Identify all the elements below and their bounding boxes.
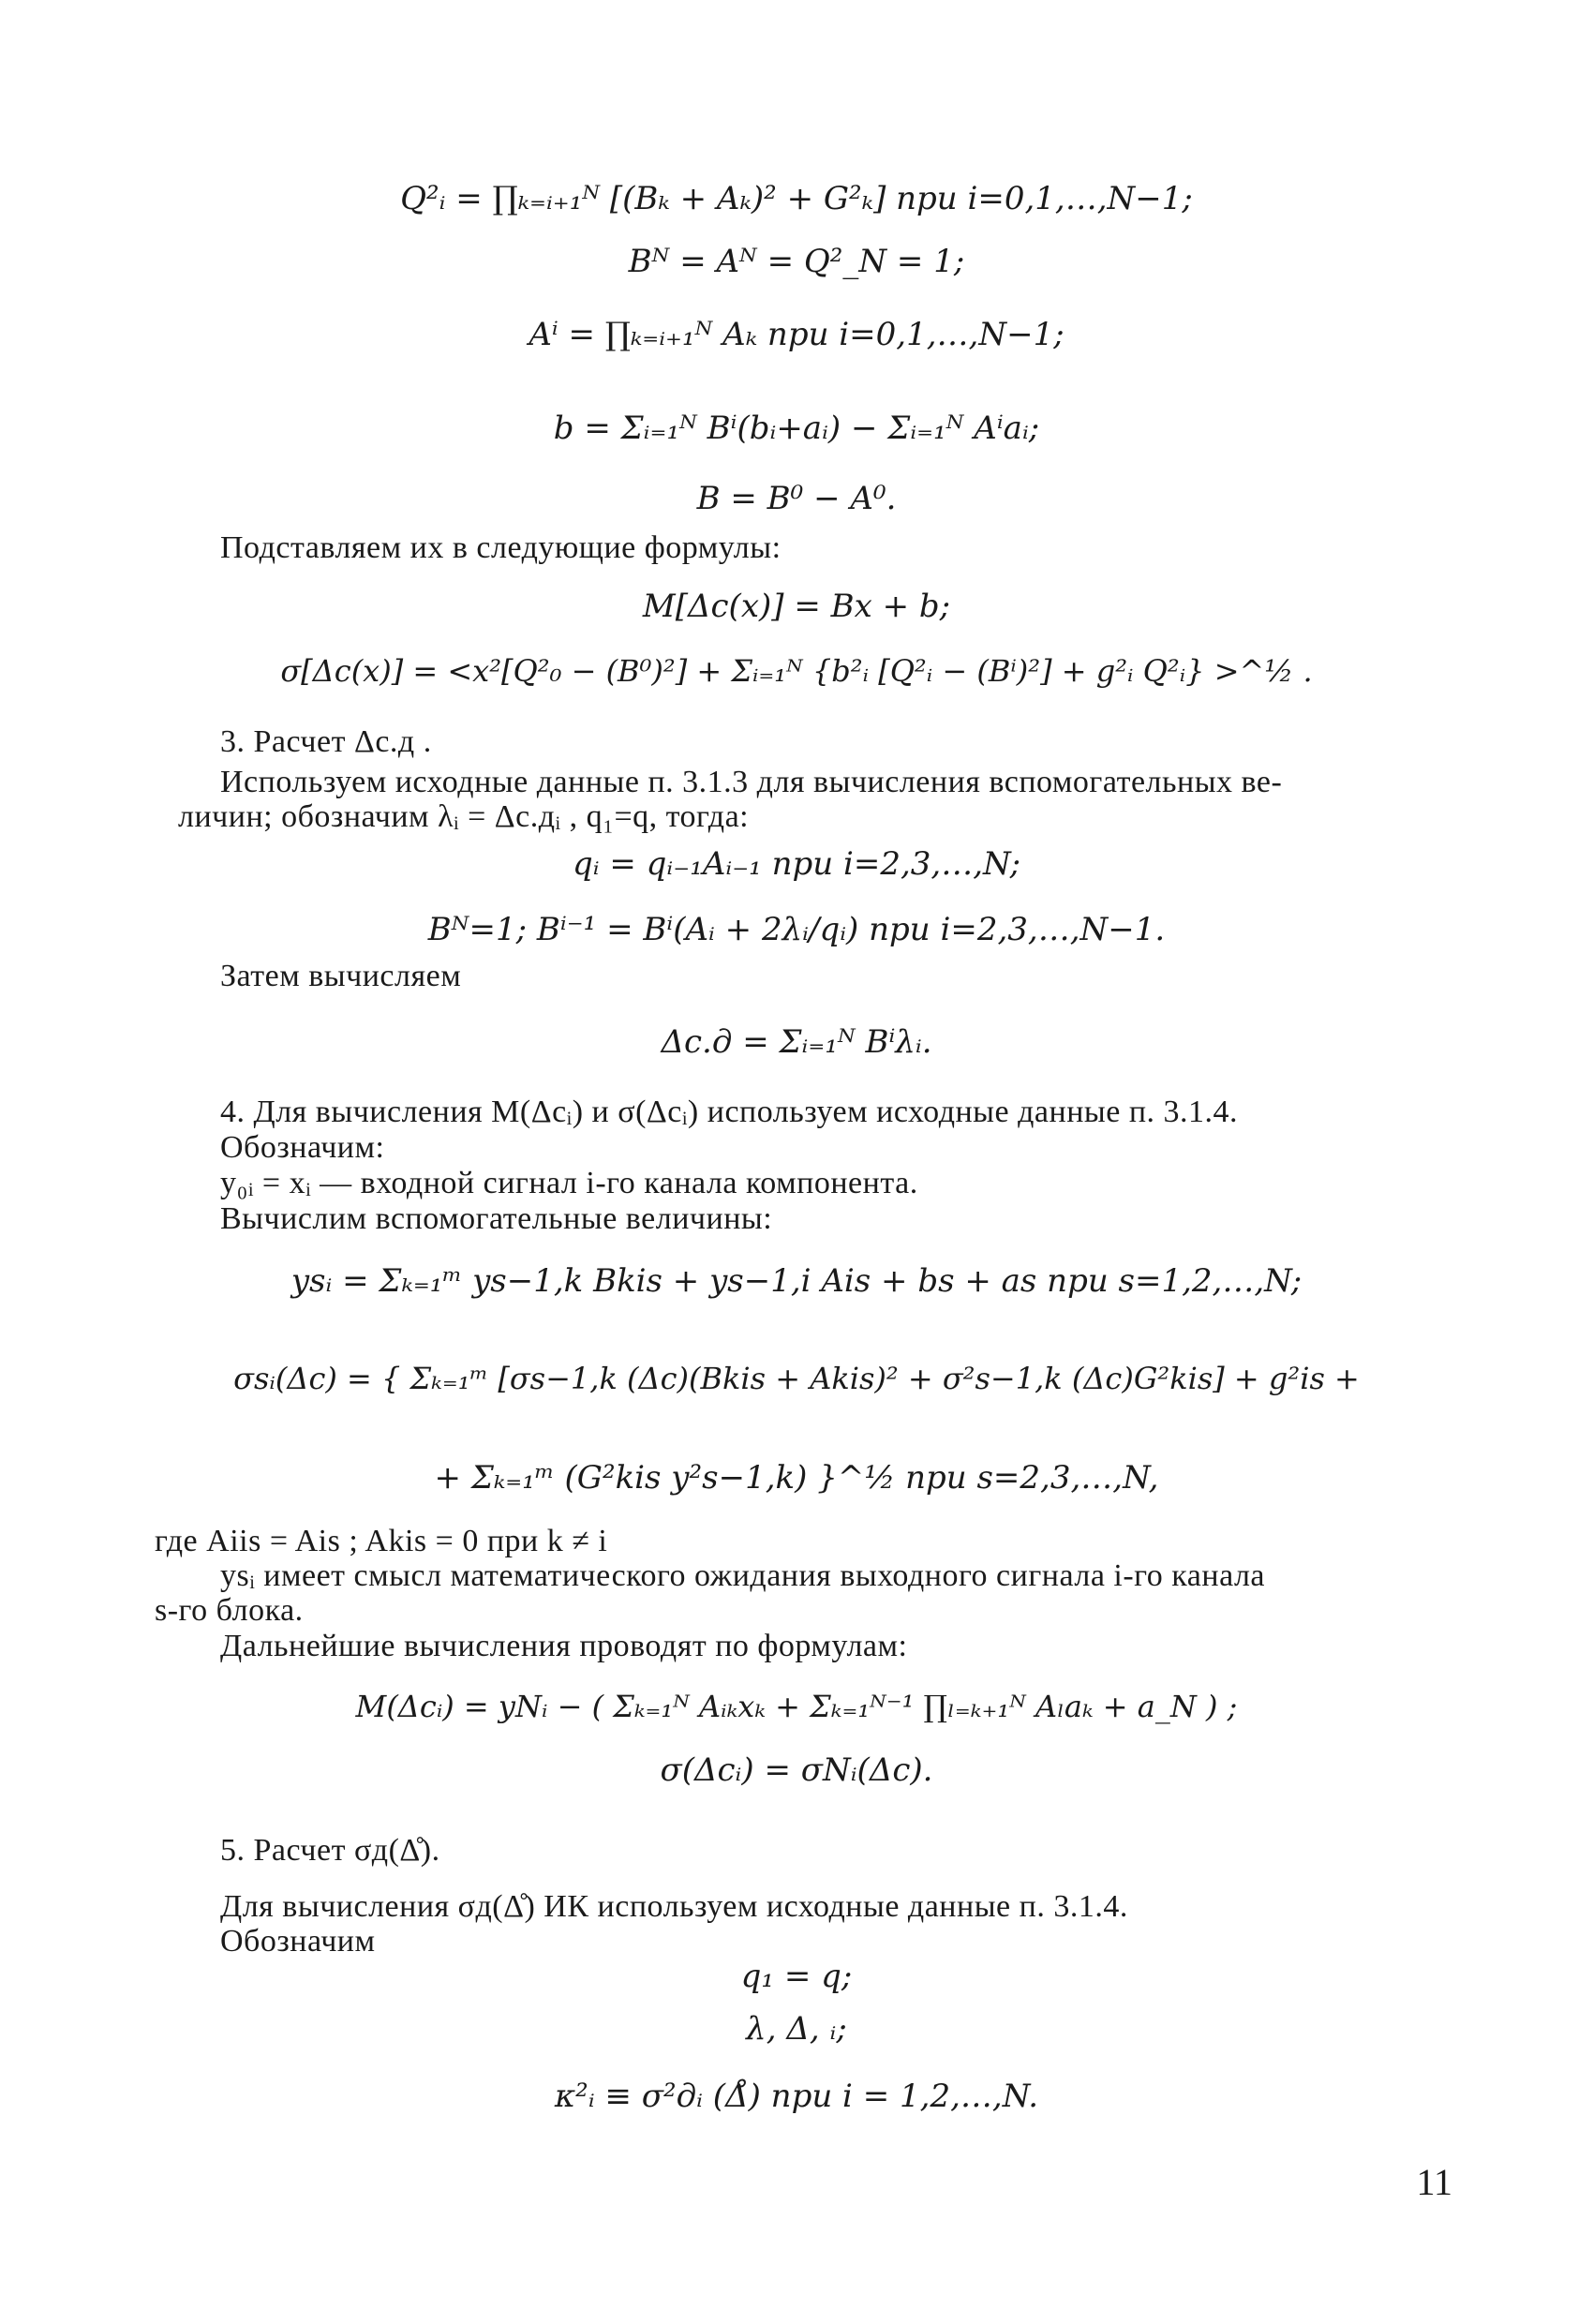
formula-b-recursion: Bᴺ=1; Bⁱ⁻¹ = Bⁱ(Aᵢ + 2λᵢ/qᵢ) при i=2,3,…,N−1.	[427, 911, 1166, 948]
item3-text-1: Используем исходные данные п. 3.1.3 для вычисления вспомогательных ве-	[220, 765, 1283, 799]
formula-b0: B = B⁰ − A⁰.	[696, 480, 897, 517]
text-then: Затем вычисляем	[220, 959, 462, 993]
item5-text: Для вычисления σд(Δ̊) ИК используем исходные данные п. 3.1.4.	[220, 1889, 1128, 1924]
formula-q-squared: Q²ᵢ = ∏ₖ₌ᵢ₊₁ᴺ [(Bₖ + Aₖ)² + G²ₖ] при i=0,1,…,N−1;	[400, 180, 1193, 217]
formula-b: b = Σᵢ₌₁ᴺ Bⁱ(bᵢ+aᵢ) − Σᵢ₌₁ᴺ Aⁱaᵢ;	[553, 410, 1040, 447]
item4-line-3: y₀ᵢ = xᵢ — входной сигнал i-го канала компонента.	[220, 1166, 918, 1200]
page-number: 11	[1416, 2161, 1452, 2203]
text-further: Дальнейшие вычисления проводят по формулам:	[220, 1629, 908, 1663]
item5-denote: Обозначим	[220, 1924, 376, 1959]
item3-title: 3. Расчет Δс.д .	[220, 724, 432, 759]
formula-kappa: κ²ᵢ ≡ σ²дᵢ (Δ̊) при i = 1,2,…,N.	[554, 2078, 1039, 2115]
item4-line-1: 4. Для вычисления M(Δcᵢ) и σ(Δcᵢ) используем исходные данные п. 3.1.4.	[220, 1095, 1239, 1129]
text-where: где Aiis = Ais ; Akis = 0 при k ≠ i	[155, 1524, 608, 1558]
formula-sigma: σ[Δc(x)] = <x²[Q²₀ − (B⁰)²] + Σᵢ₌₁ᴺ {b²ᵢ [Q²ᵢ − (Bⁱ)²] + g²ᵢ Q²ᵢ} >^½ .	[280, 653, 1313, 689]
text-ysi-meaning: ysᵢ имеет смысл математического ожидания выходного сигнала i-го канала	[220, 1558, 1266, 1593]
item5-title: 5. Расчет σд(Δ̊).	[220, 1833, 440, 1868]
formula-q1: q₁ = q;	[740, 1958, 853, 1995]
formula-m-ci: M(Δcᵢ) = yNᵢ − ( Σₖ₌₁ᴺ Aᵢₖxₖ + Σₖ₌₁ᴺ⁻¹ ∏ₗ₌ₖ₊₁ᴺ Aₗaₖ + a_N ) ;	[355, 1689, 1238, 1724]
formula-delta-sd: Δс.д = Σᵢ₌₁ᴺ Bⁱλᵢ.	[661, 1023, 932, 1061]
formula-bn-an: Bᴺ = Aᴺ = Q²_N = 1;	[628, 243, 965, 280]
formula-sigma-si-2: + Σₖ₌₁ᵐ (G²kis y²s−1,k) }^½ при s=2,3,…,N,	[434, 1459, 1159, 1497]
formula-sigma-ci: σ(Δcᵢ) = σNᵢ(Δc).	[660, 1751, 933, 1789]
text-substitute: Подставляем их в следующие формулы:	[220, 530, 782, 565]
formula-sigma-si-1: σsᵢ(Δc) = { Σₖ₌₁ᵐ [σs−1,k (Δc)(Bkis + Akis)² + σ²s−1,k (Δc)G²kis] + g²is +	[233, 1361, 1360, 1396]
formula-expectation: M[Δc(x)] = Bx + b;	[642, 588, 951, 625]
formula-lambda: λ, Δ, ᵢ;	[746, 2010, 847, 2048]
item3-text-2: личин; обозначим λᵢ = Δс.дᵢ , q₁=q, тогда:	[178, 799, 750, 834]
item4-line-2: Обозначим:	[220, 1130, 385, 1165]
item4-line-4: Вычислим вспомогательные величины:	[220, 1201, 773, 1236]
formula-q-recursion: qᵢ = qᵢ₋₁Aᵢ₋₁ при i=2,3,…,N;	[572, 845, 1021, 883]
formula-ai: Aⁱ = ∏ₖ₌ᵢ₊₁ᴺ Aₖ при i=0,1,…,N−1;	[529, 316, 1064, 353]
text-block: s-го блока.	[155, 1593, 304, 1628]
formula-ysi: ysᵢ = Σₖ₌₁ᵐ ys−1,k Bkis + ys−1,i Ais + bs + as при s=1,2,…,N;	[290, 1262, 1303, 1300]
